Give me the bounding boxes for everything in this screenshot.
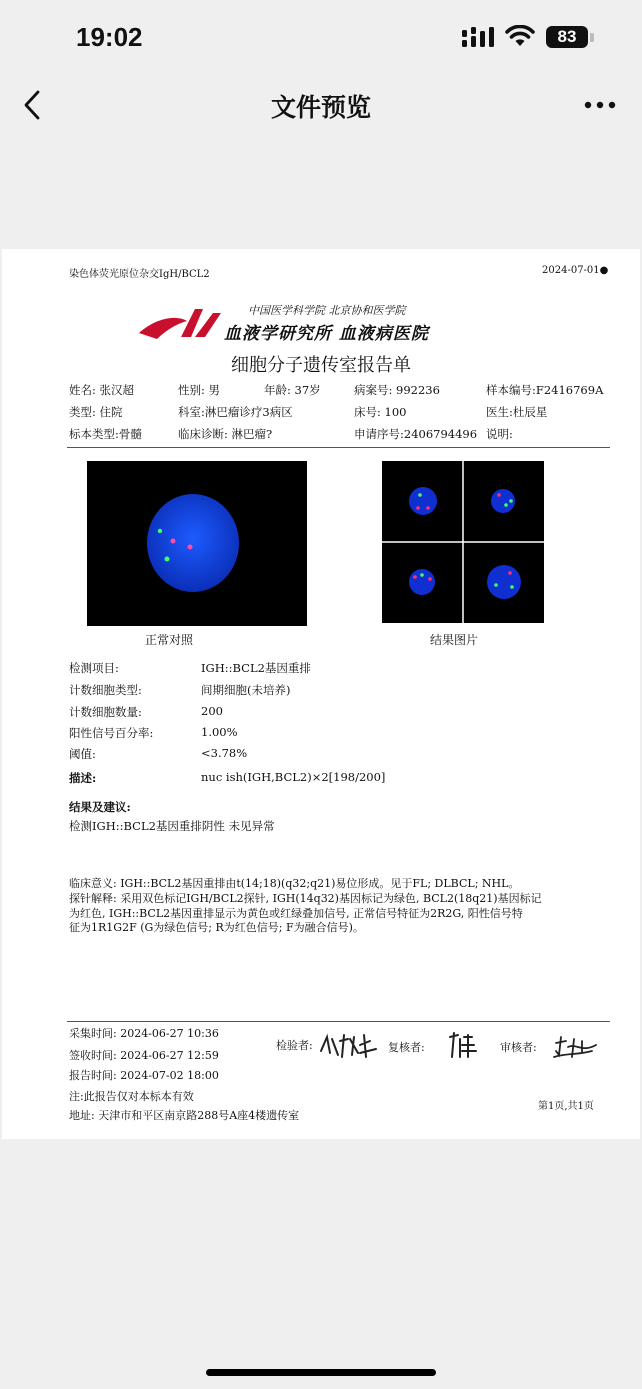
patient-type: 类型: 住院: [69, 405, 123, 419]
field-value: <3.78%: [201, 746, 248, 760]
field-value: 间期细胞(未培养): [201, 683, 291, 697]
bed-number: 床号: 100: [354, 405, 407, 419]
field-value: IGH::BCL2基因重排: [201, 661, 311, 675]
normal-control-image[interactable]: [87, 461, 307, 626]
field-label: 描述:: [69, 771, 97, 785]
department: 科室:淋巴瘤诊疗3病区: [178, 405, 293, 419]
report-header-date: 2024-07-01●: [542, 265, 609, 276]
sample-number: 样本编号:F2416769A: [486, 383, 604, 397]
case-number: 病案号: 992236: [354, 383, 440, 397]
institute-logo-icon: [137, 303, 222, 341]
report-title: 细胞分子遗传室报告单: [231, 355, 411, 376]
auditor-signature-icon: [552, 1033, 598, 1061]
tester-signature-icon: [318, 1031, 380, 1061]
result-images[interactable]: [382, 461, 544, 623]
patient-age: 年龄: 37岁: [264, 383, 321, 397]
field-value: 200: [201, 704, 223, 718]
patient-name: 姓名: 张汉超: [69, 383, 135, 397]
field-value: 1.00%: [201, 725, 238, 739]
result-image-caption: 结果图片: [430, 633, 479, 647]
divider: [67, 447, 610, 448]
tester-label: 检验者:: [276, 1039, 313, 1052]
report-time: 报告时间: 2024-07-02 18:00: [69, 1069, 219, 1082]
patient-sex: 性别: 男: [178, 383, 221, 397]
clinical-line: 征为1R1G2F (G为绿色信号; R为红色信号; F为融合信号)。: [69, 921, 364, 934]
note-label: 说明:: [486, 427, 513, 441]
field-label: 计数细胞类型:: [69, 683, 142, 697]
nav-bar: [0, 72, 642, 136]
page-number: 第1页,共1页: [538, 1101, 594, 1112]
doctor: 医生:杜辰星: [486, 405, 548, 419]
result-title: 结果及建议:: [69, 800, 131, 814]
battery-icon: 83: [546, 26, 588, 48]
clinical-line: 探针解释: 采用双色标记IGH/BCL2探针, IGH(14q32)基因标记为绿色, BCL2(18q21)基因标记: [69, 892, 542, 905]
application-number: 申请序号:2406794496: [354, 427, 478, 441]
report-header-title: 染色体荧光原位杂交IgH/BCL2: [69, 269, 210, 280]
footer-note: 注:此报告仅对本标本有效: [69, 1090, 194, 1103]
receive-time: 签收时间: 2024-06-27 12:59: [69, 1049, 219, 1062]
wifi-icon: [505, 25, 535, 47]
field-label: 阈值:: [69, 747, 96, 761]
auditor-label: 审核者:: [500, 1041, 537, 1054]
status-time: 19:02: [76, 22, 143, 52]
field-label: 计数细胞数量:: [69, 705, 142, 719]
battery-tip: [590, 33, 594, 42]
normal-control-caption: 正常对照: [145, 633, 194, 647]
report-document[interactable]: [2, 249, 640, 1139]
sample-type: 标本类型:骨髓: [69, 427, 142, 441]
more-horizontal-icon[interactable]: [584, 100, 616, 110]
footer-divider: [67, 1021, 610, 1022]
clinical-line: 为红色, IGH::BCL2基因重排显示为黄色或红绿叠加信号, 正常信号特征为2R2G, 阳性信号特: [69, 907, 523, 920]
logo-line1: 中国医学科学院 北京协和医学院: [248, 304, 406, 317]
reviewer-signature-icon: [446, 1031, 478, 1061]
field-label: 阳性信号百分率:: [69, 726, 154, 740]
footer-address: 地址: 天津市和平区南京路288号A座4楼遗传室: [69, 1109, 300, 1122]
clinical-diagnosis: 临床诊断: 淋巴瘤?: [178, 427, 273, 441]
clinical-line: 临床意义: IGH::BCL2基因重排由t(14;18)(q32;q21)易位形成。见于FL; DLBCL; NHL。: [69, 877, 520, 890]
field-value: nuc ish(IGH,BCL2)×2[198/200]: [201, 770, 386, 784]
cellular-signal-icon: [462, 27, 496, 49]
home-indicator[interactable]: [206, 1369, 436, 1376]
collect-time: 采集时间: 2024-06-27 10:36: [69, 1027, 219, 1040]
field-label: 检测项目:: [69, 661, 119, 675]
logo-line2: 血液学研究所 血液病医院: [224, 324, 429, 344]
status-bar: [0, 0, 642, 70]
page-title: 文件预览: [270, 93, 371, 122]
result-text: 检测IGH::BCL2基因重排阴性 未见异常: [69, 819, 275, 833]
reviewer-label: 复核者:: [388, 1041, 425, 1054]
